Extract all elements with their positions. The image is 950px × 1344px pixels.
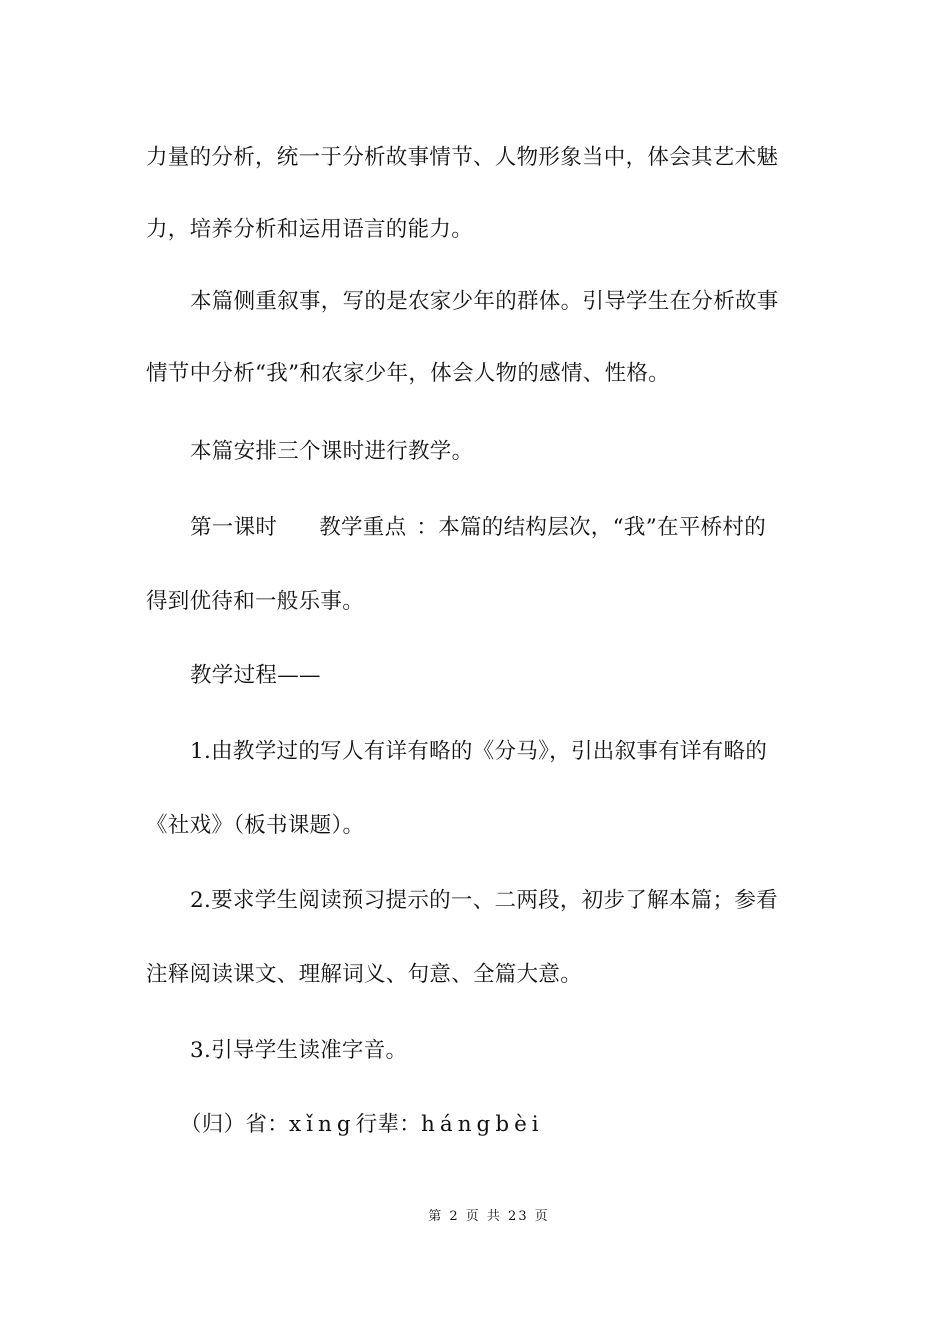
focus-text: ：本篇的结构层次，“我”在平桥村的	[416, 515, 766, 540]
lesson-heading-line	[190, 513, 816, 543]
pinyin-text: xǐng	[289, 1112, 356, 1137]
page-footer: 第 2 页 共 23 页	[428, 1209, 550, 1224]
pinyin-text: hángbèi	[421, 1112, 544, 1137]
paragraph-line: 本篇侧重叙事，写的是农家少年的群体。引导学生在分析故事	[190, 289, 779, 314]
paragraph-line: 情节中分析“我”和农家少年，体会人物的感情、性格。	[146, 361, 670, 386]
word-label: 行辈：	[355, 1112, 422, 1137]
section-heading: 教学过程——	[190, 663, 321, 688]
list-item-line: 《社戏》（板书课题）。	[146, 813, 365, 838]
list-item-line: 3.引导学生读准字音。	[190, 1038, 408, 1063]
paragraph-line: 力，培养分析和运用语言的能力。	[146, 217, 474, 242]
pronunciation-line	[180, 1110, 850, 1140]
list-item-line: 1.由教学过的写人有详有略的《分马》，引出叙事有详有略的	[190, 739, 768, 764]
list-item-line: 2.要求学生阅读预习提示的一、二两段，初步了解本篇；参看	[190, 888, 778, 913]
paragraph-line: 本篇安排三个课时进行教学。	[190, 439, 474, 464]
focus-label: 教学重点	[319, 515, 407, 540]
paragraph-line: 力量的分析，统一于分析故事情节、人物形象当中，体会其艺术魅	[146, 145, 779, 170]
lesson-label: 第一课时	[190, 515, 278, 540]
word-label: （归）省：	[180, 1112, 290, 1137]
paragraph-line: 得到优待和一般乐事。	[146, 589, 365, 614]
list-item-line: 注释阅读课文、理解词义、句意、全篇大意。	[146, 962, 583, 987]
